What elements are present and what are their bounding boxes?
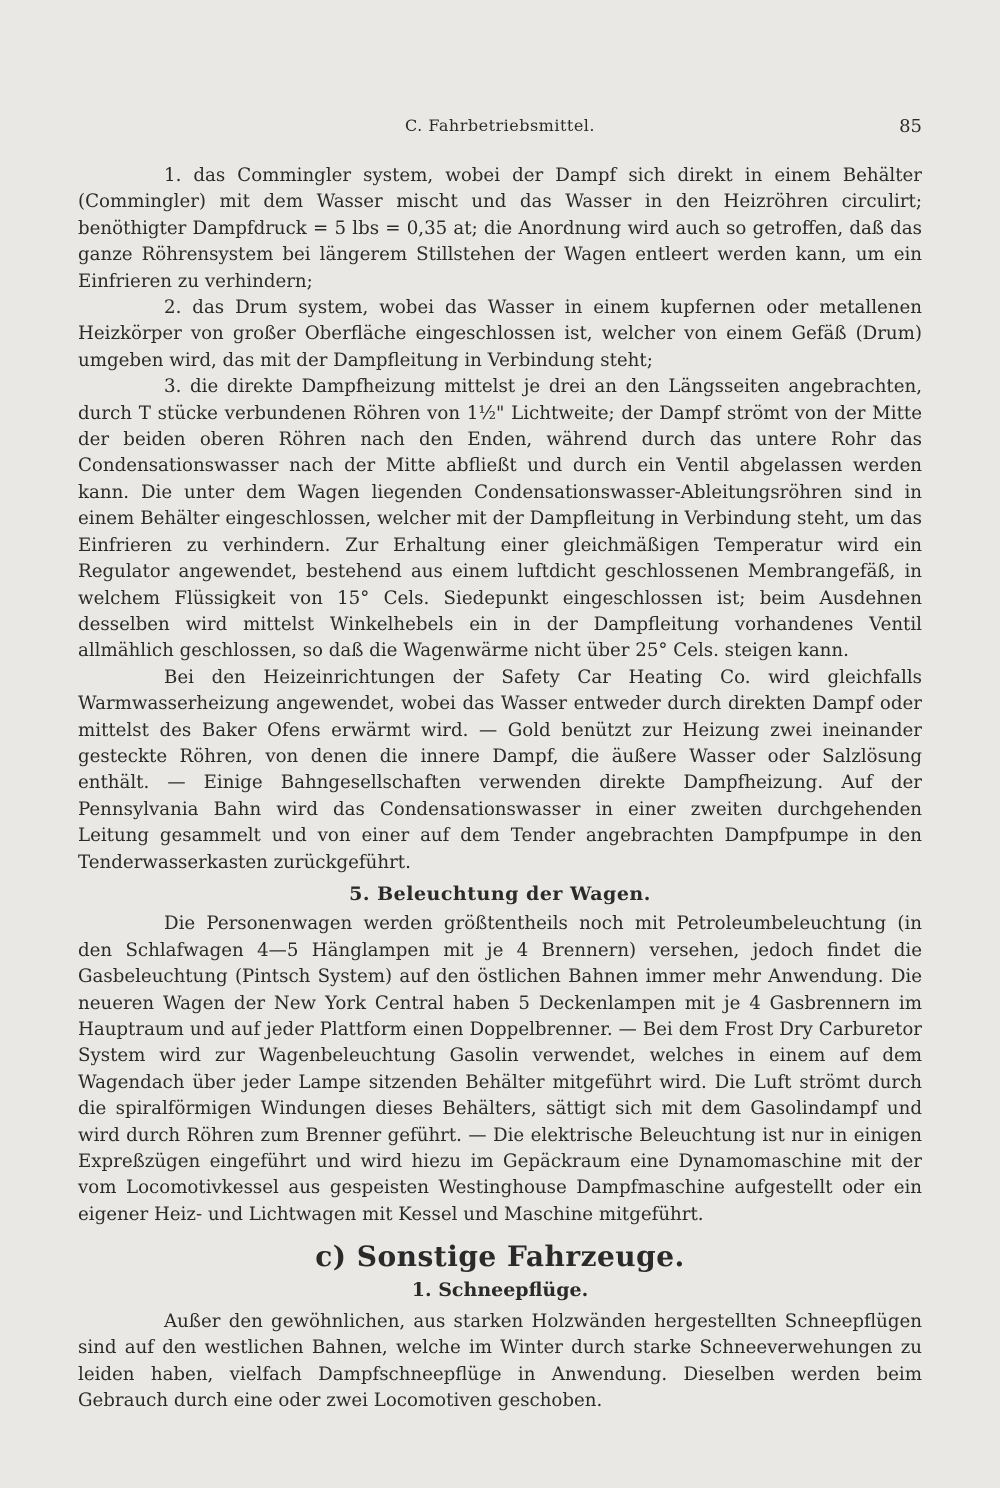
body-text bbox=[78, 163, 922, 1415]
paragraph-car-lighting: Die Personenwagen werden größtentheils noch mit Petroleumbeleuchtung (in den Schlafwagen 4—5 Hänglampen mit je 4 Brennern) versehen, jedoch findet die Gasbeleuchtung (Pintsch System) auf den östlichen Bahnen immer mehr Anwendung. Die neueren Wagen der New York Central haben 5 Deckenlampen mit je 4 Gasbrennern im Hauptraum und auf jeder Plattform einen Doppelbrenner. — Bei dem Frost Dry Carburetor System wird zur Wagenbeleuchtung Gasolin verwendet, welches in einem auf dem Wagendach über jeder Lampe sitzenden Behälter mitgeführt wird. Die Luft strömt durch die spiralförmigen Windungen dieses Behälters, sättigt sich mit dem Gasolindampf und wird durch Röhren zum Brenner geführt. — Die elektrische Beleuchtung ist nur in einigen Expreßzügen eingeführt und wird hiezu im Gepäckraum eine Dynamomaschine mit der vom Locomotivkessel aus gespeisten Westinghouse Dampfmaschine aufgestellt oder ein eigener Heiz- und Lichtwagen mit Kessel und Maschine mitgeführt. bbox=[78, 913, 922, 1225]
paragraph-safety-car-heating: Bei den Heizeinrichtungen der Safety Car Heating Co. wird gleichfalls Warmwasserheizung angewendet, wobei das Wasser entweder durch direkten Dampf oder mittelst des Baker Ofens erwärmt wird. — Gold benützt zur Heizung zwei ineinander gesteckte Röhren, von denen die innere Dampf, die äußere Wasser oder Salzlösung enthält. — Einige Bahngesellschaften verwenden direkte Dampfheizung. Auf der Pennsylvania Bahn wird das Condensationswasser in einer zweiten durchgehenden Leitung gesammelt und von einer auf dem Tender angebrachten Dampfpumpe in den Tenderwasserkasten zurückgeführt. bbox=[78, 666, 922, 873]
paragraph-commingler-system: 1. das Commingler system, wobei der Dampf sich direkt in einem Behälter (Commingler) mit dem Wasser mischt und das Wasser in den Heizröhren circulirt; benöthigter Dampfdruck = 5 lbs = 0,35 at; die Anordnung wird auch so getroffen, daß das ganze Röhrensystem bei längerem Stillstehen der Wagen entleert werden kann, um ein Einfrieren zu verhindern; bbox=[78, 165, 922, 292]
paragraph-snowploughs: Außer den gewöhnlichen, aus starken Holzwänden hergestellten Schneepflügen sind auf den westlichen Bahnen, welche im Winter durch starke Schneeverwehungen zu leiden haben, vielfach Dampfschneepflüge in Anwendung. Dieselben werden beim Gebrauch durch eine oder zwei Locomotiven geschoben. bbox=[78, 1311, 922, 1412]
running-title: C. Fahrbetriebsmittel. bbox=[405, 116, 595, 135]
page-header bbox=[78, 116, 922, 140]
chapter-heading-other-vehicles: c) Sonstige Fahrzeuge. bbox=[315, 1240, 685, 1274]
paragraph-direct-steam-heating: 3. die direkte Dampfheizung mittelst je drei an den Längsseiten angebrachten, durch T stücke verbundenen Röhren von 1½" Lichtweite; der Dampf strömt von der Mitte der beiden oberen Röhren nach den Enden, während durch das untere Rohr das Condensationswasser nach der Mitte abfließt und durch ein Ventil abgelassen werden kann. Die unter dem Wagen liegenden Condensationswasser-Ableitungsröhren sind in einem Behälter eingeschlossen, welcher mit der Dampfleitung in Verbindung steht, um das Einfrieren zu verhindern. Zur Erhaltung einer gleichmäßigen Temperatur wird ein Regulator angewendet, bestehend aus einem luftdicht geschlossenen Membrangefäß, in welchem Flüssigkeit von 15° Cels. Siedepunkt eingeschlossen ist; beim Ausdehnen desselben wird mittelst Winkelhebels ein in der Dampfleitung vorhandenes Ventil allmählich geschlossen, so daß die Wagenwärme nicht über 25° Cels. steigen kann. bbox=[78, 376, 922, 662]
section-heading-lighting: 5. Beleuchtung der Wagen. bbox=[349, 882, 651, 905]
paragraph-drum-system: 2. das Drum system, wobei das Wasser in einem kupfernen oder metallenen Heizkörper von großer Oberfläche eingeschlossen ist, welcher von einem Gefäß (Drum) umgeben wird, das mit der Dampfleitung in Verbindung steht; bbox=[78, 297, 922, 371]
subsection-heading-snowploughs: 1. Schneepflüge. bbox=[411, 1278, 589, 1301]
page-number: 85 bbox=[899, 116, 922, 137]
